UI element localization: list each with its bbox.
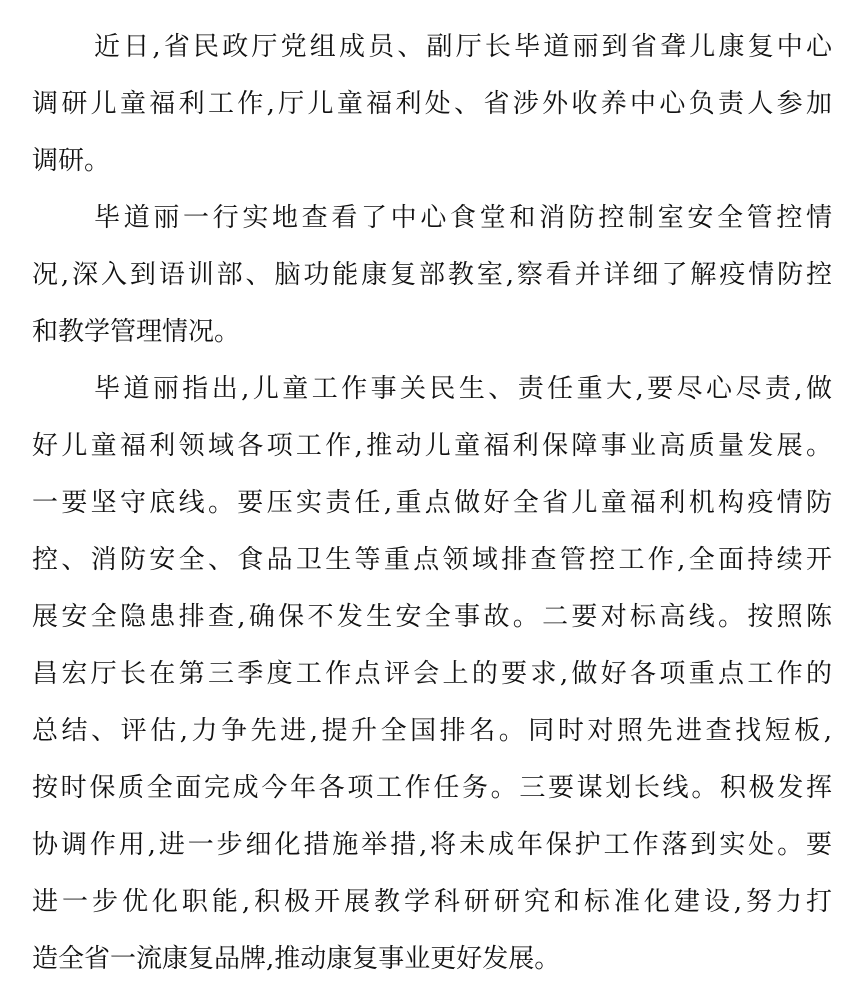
- paragraph-1-line-1: 近日,省民政厅党组成员、副厅长毕道丽到省聋儿康复中心: [94, 32, 832, 62]
- paragraph-3-line-11: 造全省一流康复品牌,推动康复事业更好发展。: [32, 944, 561, 974]
- paragraph-3-line-9: 协调作用,进一步细化措施举措,将未成年保护工作落到实处。要: [32, 830, 832, 860]
- paragraph-2-line-1: 毕道丽一行实地查看了中心食堂和消防控制室安全管控情: [94, 203, 832, 233]
- paragraph-3-line-6: 昌宏厅长在第三季度工作点评会上的要求,做好各项重点工作的: [32, 659, 832, 689]
- paragraph-1-line-3: 调研。: [32, 146, 111, 176]
- paragraph-3-line-3: 一要坚守底线。要压实责任,重点做好全省儿童福利机构疫情防: [32, 488, 832, 518]
- paragraph-1-line-2: 调研儿童福利工作,厅儿童福利处、省涉外收养中心负责人参加: [32, 89, 832, 119]
- paragraph-3-line-2: 好儿童福利领域各项工作,推动儿童福利保障事业高质量发展。: [32, 431, 832, 461]
- paragraph-2-line-3: 和教学管理情况。: [32, 317, 241, 347]
- paragraph-3-line-8: 按时保质全面完成今年各项工作任务。三要谋划长线。积极发挥: [32, 773, 832, 803]
- paragraph-3-line-1: 毕道丽指出,儿童工作事关民生、责任重大,要尽心尽责,做: [94, 374, 832, 404]
- paragraph-3-line-5: 展安全隐患排查,确保不发生安全事故。二要对标高线。按照陈: [32, 602, 832, 632]
- paragraph-3-line-10: 进一步优化职能,积极开展教学科研研究和标准化建设,努力打: [32, 887, 832, 917]
- paragraph-3-line-7: 总结、评估,力争先进,提升全国排名。同时对照先进查找短板,: [32, 716, 832, 746]
- paragraph-3-line-4: 控、消防安全、食品卫生等重点领域排查管控工作,全面持续开: [32, 545, 832, 575]
- paragraph-2-line-2: 况,深入到语训部、脑功能康复部教室,察看并详细了解疫情防控: [32, 260, 832, 290]
